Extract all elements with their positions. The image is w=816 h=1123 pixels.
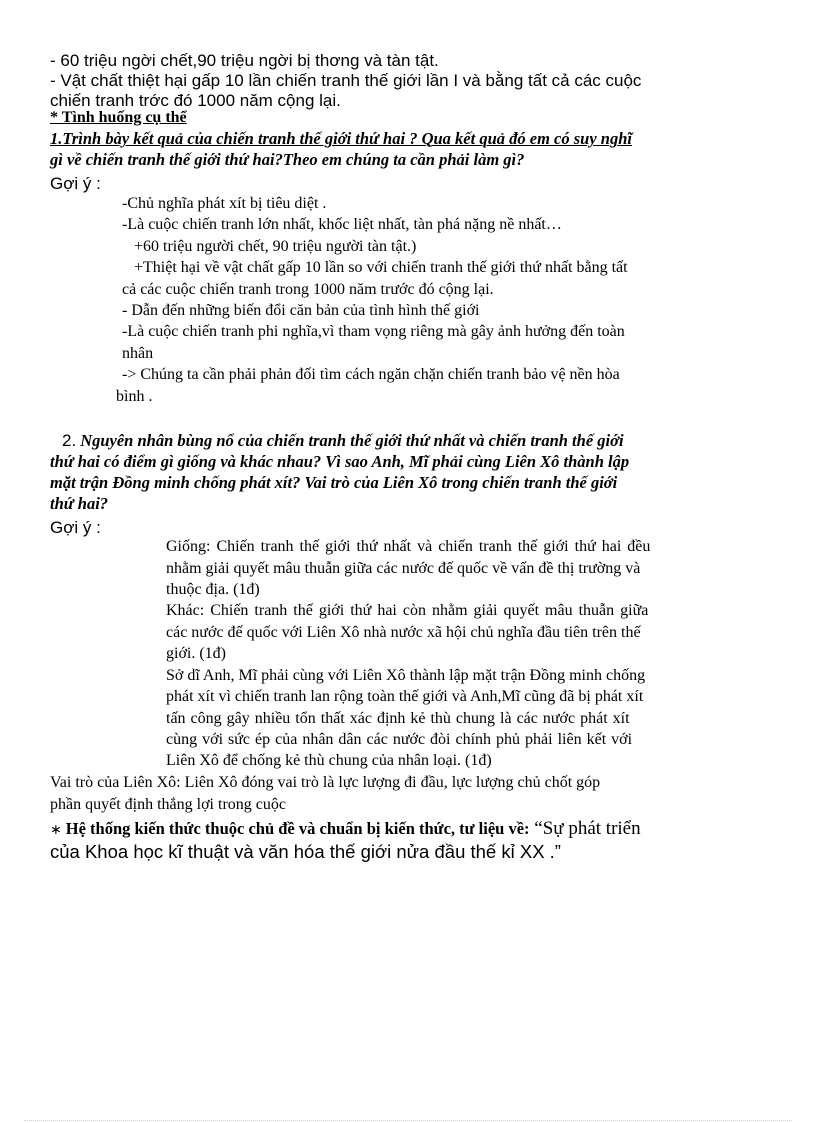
question-1-line-2: gì về chiến tranh thế giới thứ hai?Theo em chúng ta cần phải làm gì? — [50, 150, 525, 169]
q1-answer-10: bình . — [116, 388, 153, 405]
intro-line-1: - 60 triệu ngời chết,90 triệu ngời bị thơng và tàn tật. — [50, 51, 439, 70]
q2-role-line-2: phần quyết định thắng lợi trong cuộc — [50, 796, 286, 813]
q2-role-line-1: Vai trò của Liên Xô: Liên Xô đóng vai trò là lực lượng đi đầu, lực lượng chủ chốt góp — [50, 774, 601, 791]
q2-answer-2: nhằm giải quyết mâu thuẫn giữa các nước đế quốc về vấn đề thị trường và — [166, 560, 641, 577]
section-heading: * Tình huống cụ thể — [50, 109, 187, 126]
question-2-line-2: thứ hai có điểm gì giống và khác nhau? Vì sao Anh, Mĩ phải cùng Liên Xô thành lập — [50, 452, 630, 471]
q1-answer-6: - Dẫn đến những biến đổi căn bản của tình hình thế giới — [122, 302, 480, 319]
question-2-line-1-text: Nguyên nhân bùng nổ của chiến tranh thế giới thứ nhất và chiến tranh thế giới — [80, 431, 624, 450]
q2-answer-9: tấn công gây nhiều tổn thất xác định kẻ thù chung là các nước phát xít — [166, 710, 630, 727]
question-2-line-4: thứ hai? — [50, 494, 109, 513]
q1-answer-3: +60 triệu người chết, 90 triệu người tàn tật.) — [134, 238, 417, 255]
question-1-hint-label: Gợi ý : — [50, 174, 101, 193]
closing-line-2: của Khoa học kĩ thuật và văn hóa thế giới nửa đầu thế kỉ XX .” — [50, 841, 561, 862]
page-bottom-divider — [24, 1120, 792, 1121]
q2-answer-8: phát xít vì chiến tranh lan rộng toàn thế giới và Anh,Mĩ cũng đã bị phát xít — [166, 688, 644, 705]
q2-answer-1: Giống: Chiến tranh thế giới thứ nhất và chiến tranh thế giới thứ hai đều — [166, 538, 651, 555]
q1-answer-5: cả các cuộc chiến tranh trong 1000 năm trước đó cộng lại. — [122, 281, 494, 298]
q2-answer-6: giới. (1đ) — [166, 645, 227, 662]
question-2-number: 2. — [62, 431, 77, 450]
intro-line-2: - Vật chất thiệt hại gấp 10 lần chiến tranh thế giới lần I và bằng tất cả các cuộc — [50, 71, 642, 90]
q2-answer-7: Sở dĩ Anh, Mĩ phải cùng với Liên Xô thành lập mặt trận Đồng minh chống — [166, 667, 646, 684]
closing-bold-text: Hệ thống kiến thức thuộc chủ đề và chuẩn bị kiến thức, tư liệu về: — [65, 819, 530, 838]
q1-answer-7: -Là cuộc chiến tranh phi nghĩa,vì tham vọng riêng mà gây ảnh hưởng đến toàn — [122, 323, 625, 340]
closing-bullet: ∗ — [50, 823, 62, 838]
q1-answer-2: -Là cuộc chiến tranh lớn nhất, khốc liệt nhất, tàn phá nặng nề nhất… — [122, 216, 562, 233]
q1-answer-8: nhân — [122, 345, 154, 362]
question-2-line-3: mặt trận Đồng minh chống phát xít? Vai trò của Liên Xô trong chiến tranh thế giới — [50, 473, 618, 492]
q1-answer-9: -> Chúng ta cần phải phản đối tìm cách ngăn chặn chiến tranh bảo vệ nền hòa — [122, 366, 620, 383]
q2-answer-3: thuộc địa. (1đ) — [166, 581, 260, 598]
q1-answer-4: +Thiệt hại về vật chất gấp 10 lần so với chiến tranh thế giới thứ nhất bằng tất — [134, 259, 628, 276]
q1-answer-1: -Chủ nghĩa phát xít bị tiêu diệt . — [122, 195, 327, 212]
q2-answer-11: Liên Xô để chống kẻ thù chung của nhân loại. (1đ) — [166, 752, 492, 769]
question-2-line-1 — [62, 431, 624, 451]
closing-line-1 — [50, 818, 641, 840]
q2-answer-4: Khác: Chiến tranh thế giới thứ hai còn nhằm giải quyết mâu thuẫn giữa — [166, 602, 649, 619]
question-1-line-1-text: 1.Trình bày kết quả của chiến tranh thế giới thứ hai ? Qua kết quả đó em có suy nghĩ — [50, 129, 632, 148]
question-2-hint-label: Gợi ý : — [50, 518, 101, 537]
q2-answer-10: cùng với sức ép của nhân dân các nước đòi chính phủ phải liên kết với — [166, 731, 633, 748]
question-1-line-1 — [50, 130, 632, 149]
q2-answer-5: các nước đế quốc với Liên Xô nhà nước xã hội chủ nghĩa đầu tiên trên thế — [166, 624, 641, 641]
intro-line-3: chiến tranh trớc đó 1000 năm cộng lại. — [50, 91, 341, 110]
closing-quote-start: “Sự phát triển — [529, 818, 641, 839]
